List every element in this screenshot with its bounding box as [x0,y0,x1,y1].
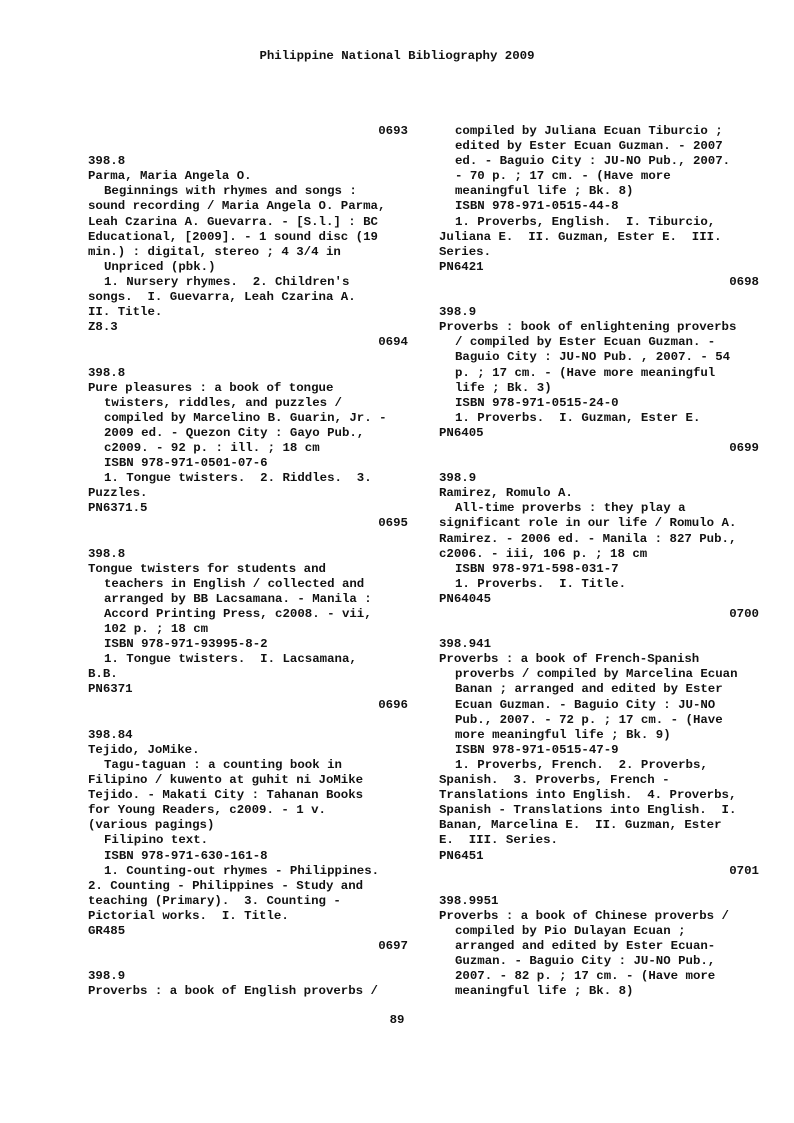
entry-line: - 70 p. ; 17 cm. - (Have more [455,169,671,184]
spacer [439,879,759,894]
spacer [88,139,408,154]
entry-line: B.B. [88,667,118,682]
entry-line: arranged by BB Lacsamana. - Manila : [104,591,372,606]
entry-line: 398.9 [439,305,477,320]
entry-line: life ; Bk. 3) [455,380,552,395]
entry-line: Z8.3 [88,320,118,335]
entry-number: 0699 [729,440,759,455]
spacer [439,622,759,637]
entry-line: 398.9951 [439,893,499,908]
entry-number: 0701 [729,863,759,878]
entry-line: 1. Proverbs, French. 2. Proverbs, [455,757,708,772]
entry-line: Guzman. - Baguio City : JU-NO Pub., [455,954,716,969]
entry-line: c2006. - iii, 106 p. ; 18 cm [439,546,648,561]
entry-line: ISBN 978-971-630-161-8 [104,848,268,863]
entry-line: 1. Tongue twisters. 2. Riddles. 3. [104,471,372,486]
entry-line: proverbs / compiled by Marcelina Ecuan [455,667,738,682]
entry-line: Proverbs : a book of French-Spanish [439,652,700,667]
entry-line: Beginnings with rhymes and songs : [104,184,357,199]
spacer [88,350,408,365]
entry-line: Puzzles. [88,486,148,501]
entry-line: 1. Nursery rhymes. 2. Children's [104,274,350,289]
entry-line: Ramirez. - 2006 ed. - Manila : 827 Pub., [439,531,737,546]
entry-line: 1. Proverbs. I. Guzman, Ester E. [455,410,701,425]
entry-line: Baguio City : JU-NO Pub. , 2007. - 54 [455,350,731,365]
entry-line: more meaningful life ; Bk. 9) [455,727,671,742]
entry-line: songs. I. Guevarra, Leah Czarina A. [88,290,356,305]
entry-line: 398.8 [88,365,126,380]
entry-line: PN6371.5 [88,501,148,516]
entry-line: Accord Printing Press, c2008. - vii, [104,607,372,621]
spacer [88,532,408,547]
entry-line: PN64045 [439,591,492,606]
entry-line: Pub., 2007. - 72 p. ; 17 cm. - (Have [455,712,723,727]
entry-line: Series. [439,244,492,259]
entry-line: Proverbs : a book of English proverbs / [88,984,378,999]
entry-number: 0693 [378,124,408,138]
entry-number: 0697 [378,939,408,954]
entry-line: Proverbs : book of enlightening proverbs [439,320,737,335]
entry-line: Ramirez, Romulo A. [439,486,573,501]
entry-line: ISBN 978-971-0515-24-0 [455,395,619,410]
entry-line: ISBN 978-971-0515-47-9 [455,742,619,757]
spacer [439,290,759,305]
entry-line: Filipino text. [104,833,209,848]
entry-line: Educational, [2009]. - 1 sound disc (19 [88,229,378,244]
entry-line: 398.9 [439,471,477,486]
entry-line: Tejido. - Makati City : Tahanan Books [88,788,364,803]
entry-line: edited by Ester Ecuan Guzman. - 2007 [455,139,723,154]
entry-line: ISBN 978-971-0501-07-6 [104,456,268,471]
entry-line: PN6451 [439,848,484,863]
entry-line: ISBN 978-971-598-031-7 [455,561,619,576]
entry-line: compiled by Marcelino B. Guarin, Jr. - [104,410,387,425]
entry-line: Tejido, JoMike. [88,742,200,757]
entry-line: All-time proverbs : they play a [455,501,686,516]
entry-line: 1. Proverbs. I. Title. [455,576,627,591]
page-title: Philippine National Bibliography 2009 [259,49,535,63]
entry-number: 0698 [729,274,759,289]
entry-line: teachers in English / collected and [104,576,365,591]
entry-line: 102 p. ; 18 cm [104,622,209,637]
entry-line: 398.8 [88,154,126,169]
entry-line: Spanish - Translations into English. I. [439,803,737,818]
entry-line: Banan ; arranged and edited by Ester [455,682,723,697]
entry-line: PN6405 [439,425,484,440]
entry-line: E. III. Series. [439,833,558,848]
entry-line: Spanish. 3. Proverbs, French - [439,773,670,788]
entry-line: 398.8 [88,546,126,561]
entry-line: II. Title. [88,305,163,320]
entry-number: 0694 [378,335,408,350]
entry-line: Banan, Marcelina E. II. Guzman, Ester [439,818,722,833]
entry-line: Ecuan Guzman. - Baguio City : JU-NO [455,697,716,712]
entry-line: 2007. - 82 p. ; 17 cm. - (Have more [455,969,716,984]
entry-line: Tongue twisters for students and [88,561,326,576]
entry-line: Tagu-taguan : a counting book in [104,757,342,772]
entry-line: meaningful life ; Bk. 8) [455,984,634,999]
entry-number: 0696 [378,697,408,712]
entry-line: PN6421 [439,259,484,274]
entry-line: Translations into English. 4. Proverbs, [439,788,737,803]
entry-line: Pictorial works. I. Title. [88,908,289,923]
entry-line: sound recording / Maria Angela O. Parma, [88,199,386,214]
entry-line: arranged and edited by Ester Ecuan- [455,939,716,954]
entry-line: meaningful life ; Bk. 8) [455,184,634,199]
entry-line: Filipino / kuwento at guhit ni JoMike [88,773,364,788]
entry-line: Unpriced (pbk.) [104,259,216,274]
entry-line: PN6371 [88,682,133,697]
entry-line: Parma, Maria Angela O. [88,169,252,184]
entry-line: Juliana E. II. Guzman, Ester E. III. [439,229,722,244]
entry-line: ISBN 978-971-93995-8-2 [104,637,268,652]
entry-line: for Young Readers, c2009. - 1 v. [88,803,326,818]
entry-line: compiled by Juliana Ecuan Tiburcio ; [455,124,723,138]
entry-number: 0700 [729,607,759,621]
entry-line: p. ; 17 cm. - (Have more meaningful [455,365,716,380]
spacer [439,456,759,471]
entry-line: compiled by Pio Dulayan Ecuan ; [455,923,686,938]
entry-line: (various pagings) [88,818,215,833]
entry-line: 398.84 [88,727,133,742]
entry-line: twisters, riddles, and puzzles / [104,395,342,410]
entry-line: 1. Proverbs, English. I. Tiburcio, [455,214,716,229]
spacer [88,954,408,969]
entry-line: min.) : digital, stereo ; 4 3/4 in [88,244,341,259]
entry-line: 398.941 [439,637,492,652]
entry-line: Leah Czarina A. Guevarra. - [S.l.] : BC [88,214,378,229]
right-column [439,124,759,999]
entry-line: ISBN 978-971-0515-44-8 [455,199,619,214]
entry-line: c2009. - 92 p. : ill. ; 18 cm [104,440,320,455]
entry-line: 2009 ed. - Quezon City : Gayo Pub., [104,425,365,440]
entry-line: Pure pleasures : a book of tongue [88,380,334,395]
page-number: 89 [389,1013,405,1027]
entry-line: Proverbs : a book of Chinese proverbs / [439,908,729,923]
entry-line: ed. - Baguio City : JU-NO Pub., 2007. [455,154,731,169]
entry-line: 398.9 [88,969,126,984]
entry-line: GR485 [88,923,126,938]
entry-line: / compiled by Ester Ecuan Guzman. - [455,335,716,350]
left-column [88,124,408,999]
entry-line: 1. Counting-out rhymes - Philippines. [104,863,380,878]
entry-line: significant role in our life / Romulo A. [439,516,737,531]
entry-line: 2. Counting - Philippines - Study and [88,878,364,893]
entry-line: teaching (Primary). 3. Counting - [88,893,341,908]
entry-line: 1. Tongue twisters. I. Lacsamana, [104,652,357,667]
spacer [88,713,408,728]
entry-number: 0695 [378,516,408,531]
